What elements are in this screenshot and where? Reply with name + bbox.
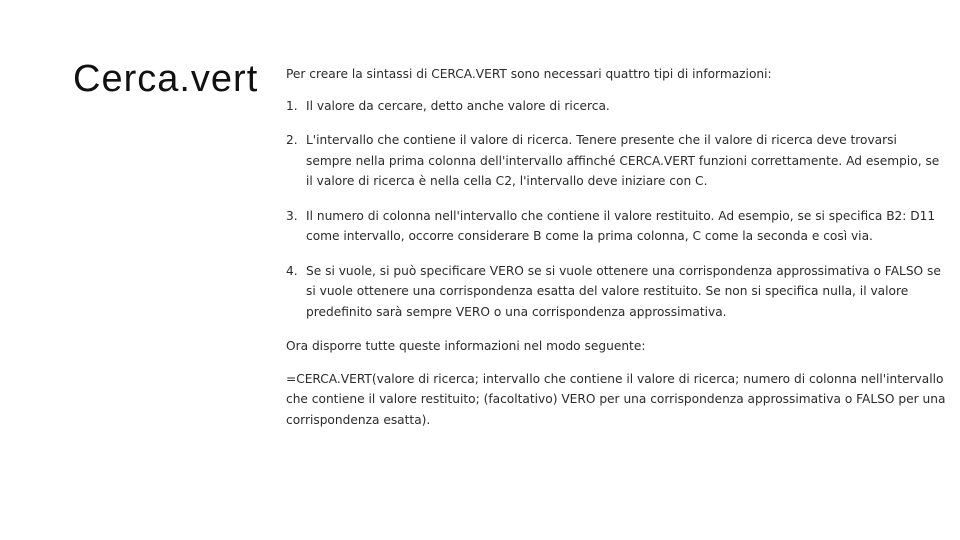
step-text: L'intervallo che contiene il valore di ricerca. Tenere presente che il valore di ricerca deve trovarsi sempre nella prima colonna dell'intervallo affinché CERCA.VERT funzioni correttamente. Ad esempio, se il valore di ricerca è nella cella C2, l'intervallo deve iniziare con C.	[306, 133, 940, 188]
step-text: Se si vuole, si può specificare VERO se si vuole ottenere una corrispondenza approssimativa o FALSO se si vuole ottenere una corrispondenza esatta del valore restituito. Se non si specifica nulla, il valore predefinito sarà sempre VERO o una corrispondenza approssimativa.	[306, 263, 941, 319]
step-number: 3.	[286, 208, 298, 223]
step-number: 2.	[286, 133, 298, 147]
outro-text: Ora disporre tutte queste informazioni nel modo seguente:	[286, 339, 646, 353]
step-text: Il numero di colonna nell'intervallo che contiene il valore restituito. Ad esempio, se si specifica B2: D11 come intervallo, occorre considerare B come la prima colonna, C come la seconda e così via.	[306, 208, 936, 243]
intro-text: Per creare la sintassi di CERCA.VERT sono necessari quattro tipi di informazioni:	[286, 67, 772, 81]
step-number: 1.	[286, 98, 298, 113]
list-item	[286, 96, 946, 117]
step-text: Il valore da cercare, detto anche valore di ricerca.	[306, 98, 610, 113]
slide-title: Cerca.vert	[73, 58, 259, 100]
instructions-image	[286, 64, 946, 430]
list-item	[286, 130, 946, 192]
list-item	[286, 261, 946, 323]
formula-text: =CERCA.VERT(valore di ricerca; intervallo che contiene il valore di ricerca; numero di colonna nell'intervallo che contiene il valore restituito; (facoltativo) VERO per una corrispondenza approssimativa o FALSO per una corrispondenza esatta).	[286, 371, 946, 427]
step-number: 4.	[286, 263, 298, 278]
steps-list	[286, 96, 946, 323]
list-item	[286, 206, 946, 247]
